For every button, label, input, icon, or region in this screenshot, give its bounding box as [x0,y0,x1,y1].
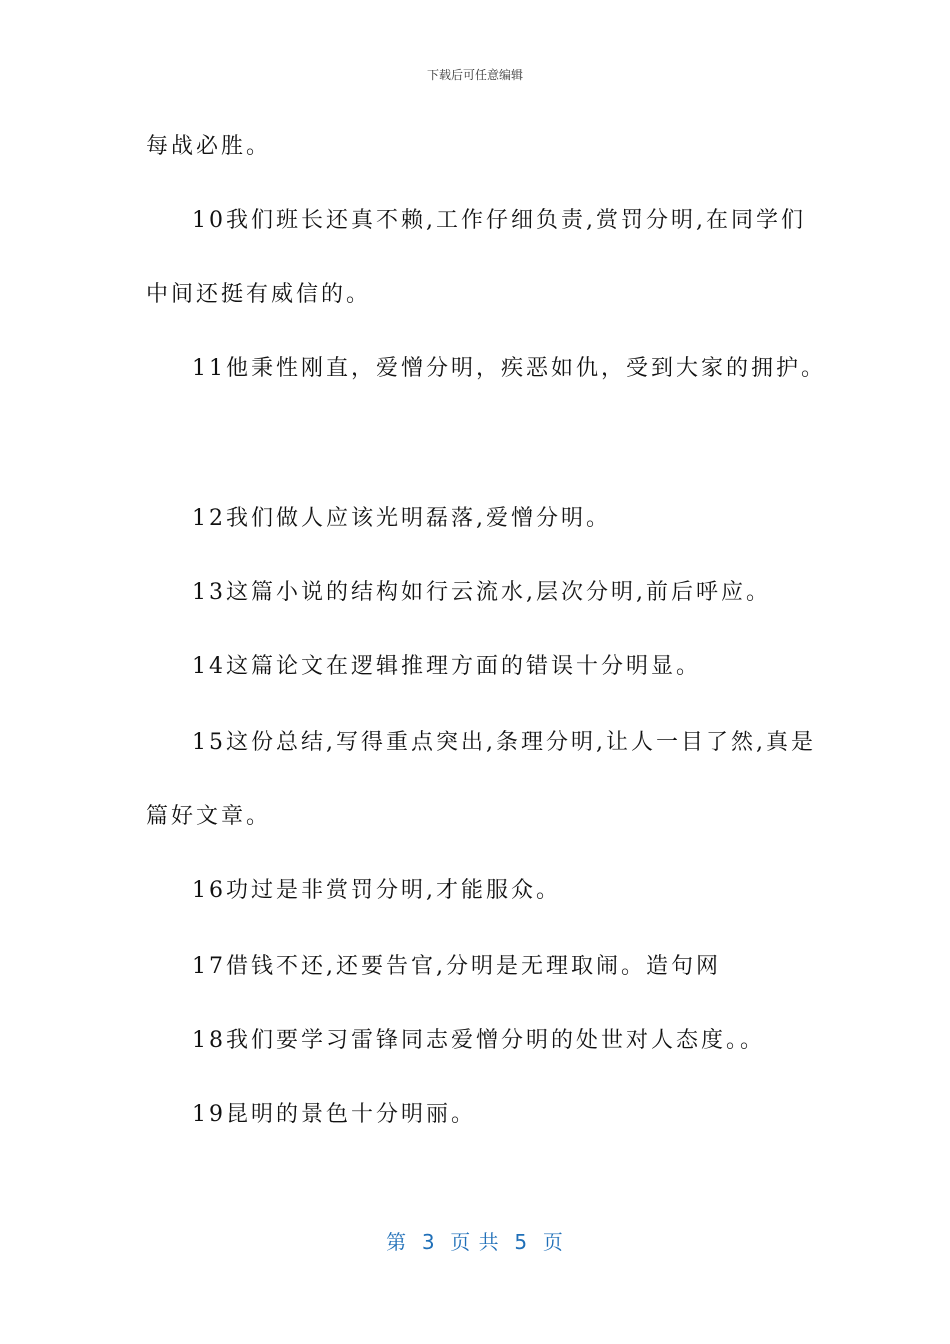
text-line-4: 11他秉性刚直，爱憎分明，疾恶如仇，受到大家的拥护。 [192,356,826,381]
text-line-11: 17借钱不还,还要告官,分明是无理取闹。造句网 [192,954,721,979]
text-line-3: 中间还挺有威信的。 [146,282,372,307]
page-header: 下载后可任意编辑 [426,68,523,82]
text-line-2: 10我们班长还真不赖,工作仔细负责,赏罚分明,在同学们 [192,208,806,233]
page-number-footer: 第 3 页 共 5 页 [386,1230,564,1254]
text-line-5: 12我们做人应该光明磊落,爱憎分明。 [192,506,611,531]
text-line-7: 14这篇论文在逻辑推理方面的错误十分明显。 [192,654,701,679]
text-line-12: 18我们要学习雷锋同志爱憎分明的处世对人态度。。 [192,1028,765,1053]
text-line-1: 每战必胜。 [146,134,272,159]
text-line-8: 15这份总结,写得重点突出,条理分明,让人一目了然,真是 [192,730,816,755]
text-line-9: 篇好文章。 [146,804,272,829]
text-line-13: 19昆明的景色十分明丽。 [192,1102,476,1127]
text-line-6: 13这篇小说的结构如行云流水,层次分明,前后呼应。 [192,580,771,605]
text-line-10: 16功过是非赏罚分明,才能服众。 [192,878,561,903]
